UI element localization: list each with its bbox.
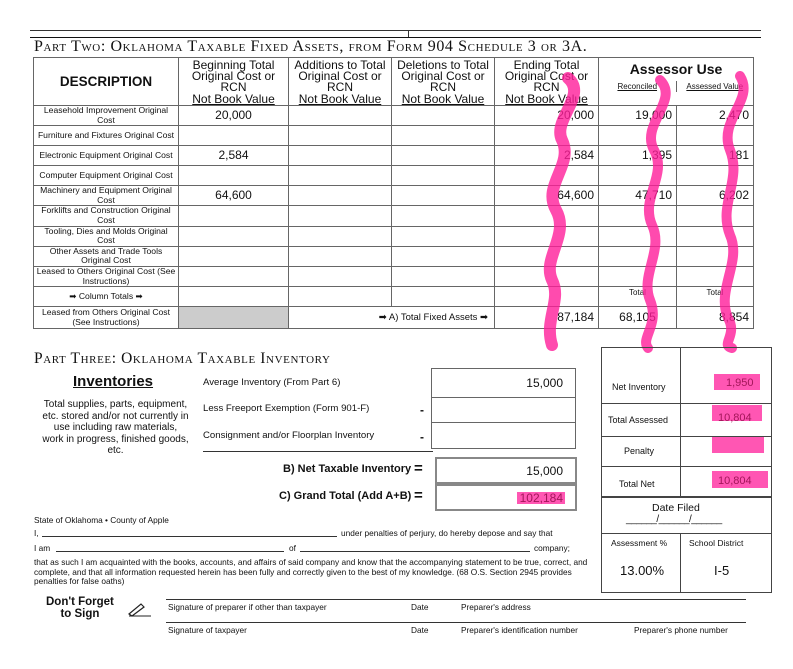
oath-perjury-text: under penalties of perjury, do hereby depose and say that (341, 528, 553, 538)
dont-forget-to-sign (46, 596, 114, 620)
grand-total-value: 102,184 (519, 490, 563, 505)
inventory-separator (203, 451, 433, 452)
freeport-label: Less Freeport Exemption (Form 901-F) (203, 403, 370, 414)
equals-sign-net: = (414, 460, 423, 477)
total-assessed-label: Total Assessed (608, 415, 669, 425)
assessment-pct-label: Assessment % (611, 538, 668, 548)
minus-sign-freeport: - (420, 403, 424, 417)
net-taxable-field[interactable]: 15,000 (435, 457, 577, 484)
asset-row-description: Leased to Others Original Cost (See Instructions) (34, 266, 179, 286)
average-inventory-label: Average Inventory (From Part 6) (203, 377, 341, 388)
date-filed-blank[interactable]: ______/______/______ (626, 514, 722, 525)
grand-total-label: C) Grand Total (Add A+B) (279, 490, 412, 502)
asset-row-assessed[interactable]: 2,470 (677, 106, 754, 126)
net-taxable-label: B) Net Taxable Inventory (283, 463, 412, 475)
oath-name-field[interactable] (42, 527, 337, 537)
equals-sign-grand: = (414, 487, 423, 504)
ending-header: Ending Total Original Cost or RCN Not Book Value (495, 58, 599, 106)
description-header: DESCRIPTION (34, 58, 179, 106)
assessment-pct-value[interactable]: 13.00% (620, 563, 665, 578)
asset-row-ending[interactable]: 64,600 (495, 186, 599, 206)
highlight-ending-column (550, 78, 574, 345)
total-fixed-assets-label: ➡ A) Total Fixed Assets ➡ (289, 307, 495, 329)
asset-row-description: Other Assets and Trade Tools Original Cost (34, 246, 179, 266)
school-district-label: School District (689, 538, 744, 548)
penalty-label: Penalty (624, 446, 655, 456)
average-inventory-field[interactable]: 15,000 (431, 368, 576, 398)
preparer-phone-label: Preparer's phone number (634, 625, 728, 635)
beginning-header: Beginning Total Original Cost or RCN Not Book Value (179, 58, 289, 106)
assessor-summary-divider (680, 347, 681, 497)
consignment-field[interactable] (431, 422, 576, 449)
leased-from-label: Leased from Others Original Cost (See Instructions) (34, 307, 179, 329)
highlight-reconciled-column (646, 80, 666, 348)
additions-header: Additions to Total Original Cost or RCN Not Book Value (289, 58, 392, 106)
assessor-use-title: Assessor Use (629, 61, 723, 77)
dont-forget-line1: Don't Forget (46, 596, 114, 608)
column-totals-label: ➡ Column Totals ➡ (34, 287, 179, 307)
asset-row-beginning[interactable]: 64,600 (179, 186, 289, 206)
total-reconciled-label: Total (599, 287, 677, 307)
asset-row-description: Furniture and Fixtures Original Cost (34, 126, 179, 146)
asset-row-ending[interactable]: 20,000 (495, 106, 599, 126)
asset-row-description: Machinery and Equipment Original Cost (34, 186, 179, 206)
oath-i-label: I, (34, 528, 39, 538)
taxpayer-signature-line[interactable] (166, 622, 746, 623)
asset-row-reconciled[interactable]: 47,710 (599, 186, 677, 206)
total-assessed-value[interactable]: 8,854 (677, 307, 754, 329)
pen-icon (127, 601, 153, 617)
oath-of-label: of (289, 543, 296, 553)
part-three-title: Part Three: Oklahoma Taxable Inventory (34, 350, 331, 367)
oath-body: that as such I am acquainted with the books, accounts, and affairs of said company and know that the accompanying statement to be true, correct, and complete, and that all information requested herein has been fully and correctly given to the best of my knowledge. (68 O.S. Section 2945 provides penalties for false oaths) (34, 557, 588, 587)
preparer-signature-label: Signature of preparer if other than taxpayer (168, 602, 327, 612)
state-county-line: State of Oklahoma • County of Apple (34, 515, 169, 525)
preparer-signature-line[interactable] (166, 599, 746, 600)
oath-company-field[interactable] (300, 542, 530, 552)
asset-row-reconciled[interactable]: 19,000 (599, 106, 677, 126)
oath-title-field[interactable] (56, 542, 284, 552)
school-district-value[interactable]: I-5 (714, 563, 730, 578)
minus-sign-consignment: - (420, 430, 424, 444)
total-assessed-label: Total (677, 287, 754, 307)
part-two-title: Part Two: Oklahoma Taxable Fixed Assets, from Form 904 Schedule 3 or 3A. (34, 38, 588, 55)
highlight-assessed-column (725, 76, 744, 348)
oath-company-label: company; (534, 543, 570, 553)
asset-row-description: Tooling, Dies and Molds Original Cost (34, 226, 179, 246)
asset-row-assessed[interactable]: 6,202 (677, 186, 754, 206)
dont-forget-line2: to Sign (60, 608, 100, 620)
total-fixed-assets-value[interactable]: 87,184 (495, 307, 599, 329)
total-net-label: Total Net (619, 479, 655, 489)
asset-row-ending[interactable]: 2,584 (495, 146, 599, 166)
deletions-header: Deletions to Total Original Cost or RCN Not Book Value (392, 58, 495, 106)
asset-row-assessed[interactable]: 181 (677, 146, 754, 166)
highlight-penalty (712, 437, 764, 453)
asset-row-description: Electronic Equipment Original Cost (34, 146, 179, 166)
inventories-description: Total supplies, parts, equipment, etc. stored and/or not currently in use including raw materials, work in progress, finished goods, etc. (42, 399, 189, 456)
asset-row-description: Forklifts and Construction Original Cost (34, 206, 179, 226)
asset-row-description: Computer Equipment Original Cost (34, 166, 179, 186)
grand-total-field[interactable] (435, 484, 577, 511)
asset-row-description: Leasehold Improvement Original Cost (34, 106, 179, 126)
oath-i-am-label: I am (34, 543, 51, 553)
asset-row-beginning[interactable]: 2,584 (179, 146, 289, 166)
asset-row-reconciled[interactable]: 1,395 (599, 146, 677, 166)
total-net-value[interactable]: 10,804 (718, 475, 752, 487)
asset-row-beginning[interactable]: 20,000 (179, 106, 289, 126)
net-inventory-value[interactable]: 1,950 (726, 377, 754, 389)
reconciled-header: Reconciled (617, 82, 658, 91)
freeport-field[interactable] (431, 397, 576, 423)
taxpayer-date-label: Date (411, 625, 429, 635)
total-reconciled-value[interactable]: 68,105 (599, 307, 677, 329)
inventories-heading: Inventories (73, 373, 154, 390)
taxpayer-signature-label: Signature of taxpayer (168, 625, 247, 635)
preparer-date-label: Date (411, 602, 429, 612)
consignment-label: Consignment and/or Floorplan Inventory (203, 430, 375, 441)
net-inventory-label: Net Inventory (612, 382, 666, 392)
assessed-value-header: Assessed Value (676, 81, 754, 92)
preparer-id-label: Preparer's identification number (461, 625, 578, 635)
preparer-address-label: Preparer's address (461, 602, 531, 612)
total-assessed-value[interactable]: 10,804 (718, 412, 752, 424)
date-filed-label: Date Filed (652, 502, 700, 514)
